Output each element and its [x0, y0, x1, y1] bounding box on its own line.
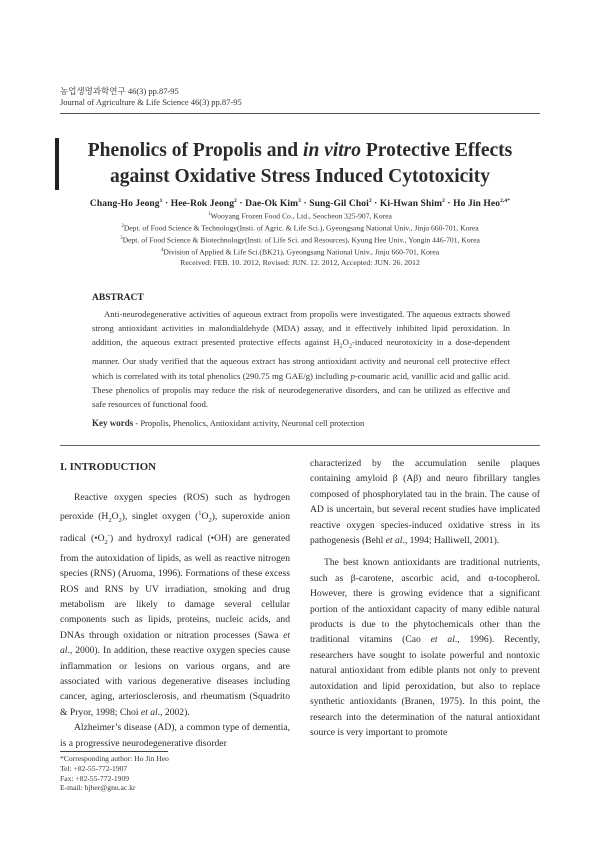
intro-paragraph-1: Reactive oxygen species (ROS) such as hydrogen peroxide $(H_2O_2)$, singlet oxygen $(^1O_2)$, superoxide anion radical $(•O_2^-)$ and hydroxyl radical (•OH) are generated from the autoxidation of lipids, as well as reactive nitrogen species (RNS) (Aruoma, 1996). Formations of these excess ROS and RNS by UV irradiation, smoking and drug metabolism are likely to damage several cellular components such as lipids, proteins, nucleic acids, and DNAs through oxidation or nitration processes (Sawa et al., 2000). In addition, these reactive oxygen species cause inflammation or lesions on various organs, and are associated with various degenerative diseases including cancer, aging, arteriosclerosis, and rheumatism (Squadrito & Pryor, 1998; Choi et al., 2002).	[60, 492, 290, 718]
footnote-rule	[60, 751, 168, 752]
corresponding-author-footnote	[60, 754, 169, 793]
affiliation-line	[60, 210, 540, 222]
author-separator: ·	[371, 199, 380, 210]
introduction-heading: I. INTRODUCTION	[60, 461, 156, 473]
affiliation-text: Dept. of Food Science & Technology(Insti. of Agric. & Life Sci.), Gyeongsang National Univ., Jinju 660-701, Korea	[123, 223, 479, 233]
affiliation-mark: 3	[120, 236, 123, 242]
author-name: Hee-Rok Jeong$^2$	[170, 198, 237, 210]
header-rule	[60, 113, 540, 114]
title-line-1: Phenolics of Propolis and in vitro Protective Effects	[87, 140, 513, 161]
affiliations	[60, 210, 540, 258]
author-affiliation-mark: 2	[368, 198, 372, 204]
author-separator: ·	[300, 199, 310, 210]
affiliation-mark: 1	[208, 212, 211, 217]
fax: Fax: +82-55-772-1909	[60, 773, 130, 783]
keywords-label: Key words	[92, 418, 134, 428]
paper-title	[60, 138, 540, 190]
author-affiliation-mark: 2	[442, 198, 445, 204]
author-name: Ho Jin Heo$^{2,4*}$	[453, 198, 511, 210]
author-list	[60, 198, 540, 209]
title-line-2: against Oxidative Stress Induced Cytotoxicity	[110, 166, 490, 187]
author-affiliation-mark: 1	[159, 198, 163, 204]
author-separator: ·	[162, 199, 171, 210]
corresponding-author: *Corresponding author: Ho Jin Heo	[60, 754, 169, 763]
journal-header	[60, 86, 242, 108]
abstract-heading: ABSTRACT	[92, 293, 144, 303]
intro-paragraph-3: The best known antioxidants are traditional nutrients, such as β-carotene, ascorbic acid, and α-tocopherol. However, there is growing evidence that a significant portion of the antioxidant capacity of many edible natural products is due to the phytochemicals other than the traditional vitamins (Cao et al., 1996). Recently, researchers have sought to isolate powerful and nontoxic natural antioxidant from edible plants not only to prevent autoxidation and lipid peroxidation, but also to replace synthetic antioxidants (Branen, 1975). In this point, the research into the determination of the natural antioxidant source is very important to promote	[310, 557, 540, 738]
author-name: Chang-Ho Jeong$^1$	[89, 198, 163, 210]
affiliation-line	[60, 234, 540, 246]
left-column	[60, 456, 290, 751]
journal-english: Journal of Agriculture & Life Science 46(3) pp.87-95	[60, 97, 242, 107]
author-affiliation-mark: 3	[298, 198, 301, 204]
author-separator: ·	[444, 199, 454, 210]
section-rule	[60, 445, 540, 446]
author-name: Dae-Ok Kim$^3$	[245, 198, 301, 210]
email: E-mail: hjher@gnu.ac.kr	[60, 783, 136, 793]
intro-paragraph-2-continued: characterized by the accumulation senile plaques containing amyloid β (Aβ) and neuro fibrillary tangles composed of phosphorylated tau in the brain. The cause of AD is uncertain, but several recent studies have implicated reactive oxygen species-induced oxidative stress in its pathogenesis (Behl et al., 1994; Halliwell, 2001).	[310, 458, 540, 547]
author-name: Ki-Hwan Shim$^2$	[379, 198, 445, 210]
affiliation-line	[60, 222, 540, 234]
affiliation-text: Wooyang Frozen Food Co., Ltd., Seocheon 325-907, Korea	[210, 211, 392, 221]
affiliation-mark: 2	[121, 224, 124, 230]
intro-paragraph-2: Alzheimer’s disease (AD), a common type of dementia, is a progressive neurodegenerative disorder	[60, 722, 290, 749]
author-name: Sung-Gil Choi$^2$	[309, 198, 372, 210]
affiliation-mark: 4	[160, 248, 164, 254]
right-column	[310, 456, 540, 740]
received-dates: Received: FEB. 10. 2012, Revised: JUN. 12. 2012, Accepted: JUN. 26. 2012	[180, 258, 420, 267]
telephone: Tel: +82-55-772-1907	[60, 763, 128, 773]
affiliation-text: Division of Applied & Life Sci.(BK21), Gyeongsang National Univ., Jinju 660-701, Korea	[163, 247, 440, 257]
author-affiliation-mark: 2	[234, 198, 237, 204]
author-affiliation-mark: 2,4*	[500, 198, 511, 204]
keywords-text: - Propolis, Phenolics, Antioxidant activity, Neuronal cell protection	[133, 418, 365, 428]
journal-korean: 농업생명과학연구 46(3) pp.87-95	[60, 86, 179, 96]
abstract-body: Anti-neurodegenerative activities of aqueous extract from propolis were investigated. The aqueous extracts showed strong antioxidant activities in malondialdehyde (MDA) assay, and it effectively inhibited lipid peroxidation. In addition, the aqueous extract presented protective effects against $H_2O_2$-induced neurotoxicity in a dose-dependent manner. Our study verified that the aqueous extract has strong antioxidant activity and neuronal cell protective effect which is correlated with its total phenolics (290.75 mg GAE/g) including p-coumaric acid, vanillic acid and gallic acid. These phenolics of propolis may reduce the risk of neurodegenerative disorders, and can be utilized as effective and safe resources of functional food.	[92, 309, 510, 409]
affiliation-line	[60, 246, 540, 258]
affiliation-text: Dept. of Food Science & Biotechnology(Insti. of Life Sci. and Resources), Kyung Hee Univ., Yongin 446-701, Korea	[122, 235, 480, 245]
author-separator: ·	[236, 199, 246, 210]
keywords	[92, 418, 510, 428]
title-accent-bar	[55, 138, 59, 190]
